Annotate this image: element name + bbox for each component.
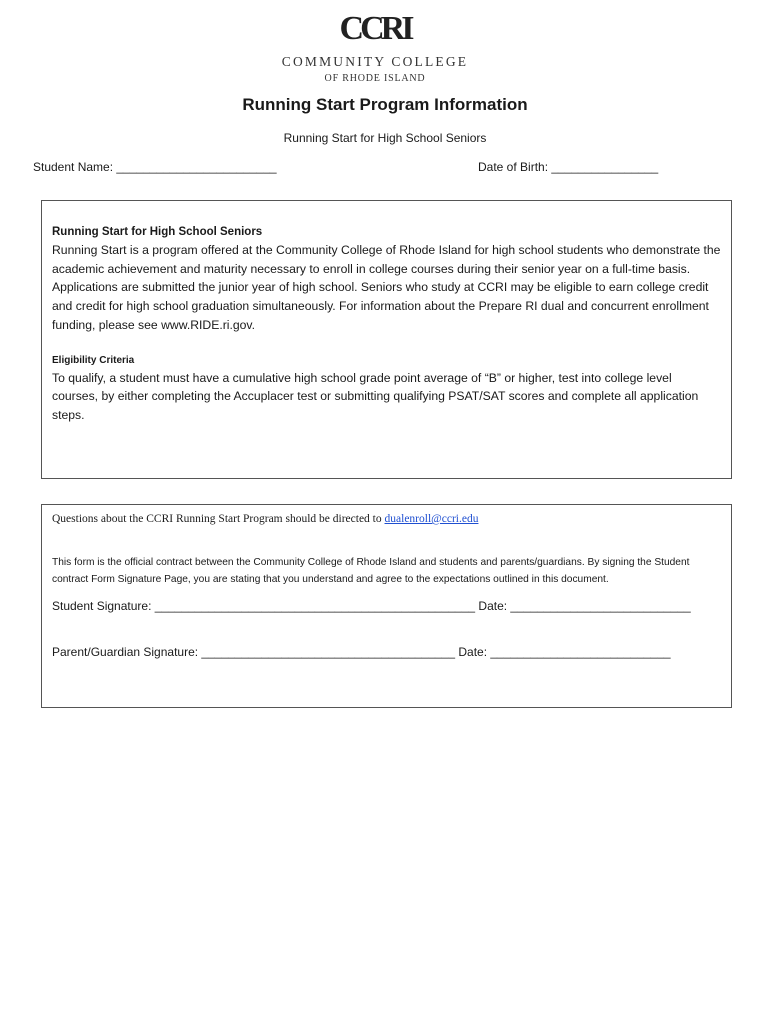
page-title: Running Start Program Information [242,95,528,114]
email-link[interactable]: dualenroll@ccri.edu [384,513,479,525]
page-subtitle: Running Start for High School Seniors [283,131,487,145]
logo-state-name: OF RHODE ISLAND [324,73,426,84]
questions-text [52,511,721,527]
ccri-logo [270,12,480,84]
contract-statement: This form is the official contract between the Community College of Rhode Island and students and parents/guardians. By signing the Student contract Form Signature Page, you are stating that you understand and agree to the expectations outlined in this document. [52,557,690,585]
info-paragraph-1: Running Start is a program offered at the Community College of Rhode Island for high school students who demonstrate the academic achievement and maturity necessary to enroll in college courses during their senior year on a full-time basis. [52,243,721,276]
logo-college-name: COMMUNITY COLLEGE [281,54,469,69]
eligibility-heading: Eligibility Criteria [52,354,135,366]
eligibility-text: To qualify, a student must have a cumulative high school grade point average of “B” or higher, test into college level courses, by either completing the Accuplacer test or submitting qualifying PSAT/SAT scores and complete all application steps. [52,370,699,422]
info-paragraph-2: Applications are submitted the junior year of high school. Seniors who study at CCRI may be eligible to earn college credit and credit for high school graduation simultaneously. For information about the Prepare RI dual and concurrent enrollment funding, please see www.RIDE.ri.gov. [52,280,709,332]
contract-box [41,504,732,708]
parent-signature-line[interactable]: Parent/Guardian Signature: ______________________________________ Date: ___________________________ [52,645,671,659]
info-heading: Running Start for High School Seniors [52,226,263,238]
logo-mark: CCRI [339,10,411,47]
date-of-birth-field[interactable]: Date of Birth: ________________ [478,160,659,174]
student-name-field[interactable]: Student Name: ________________________ [33,160,277,174]
program-info-box [41,200,732,479]
questions-label: Questions about the CCRI Running Start Program should be directed to [52,513,385,525]
student-signature-line[interactable]: Student Signature: ________________________________________________ Date: ___________________________ [52,599,691,613]
